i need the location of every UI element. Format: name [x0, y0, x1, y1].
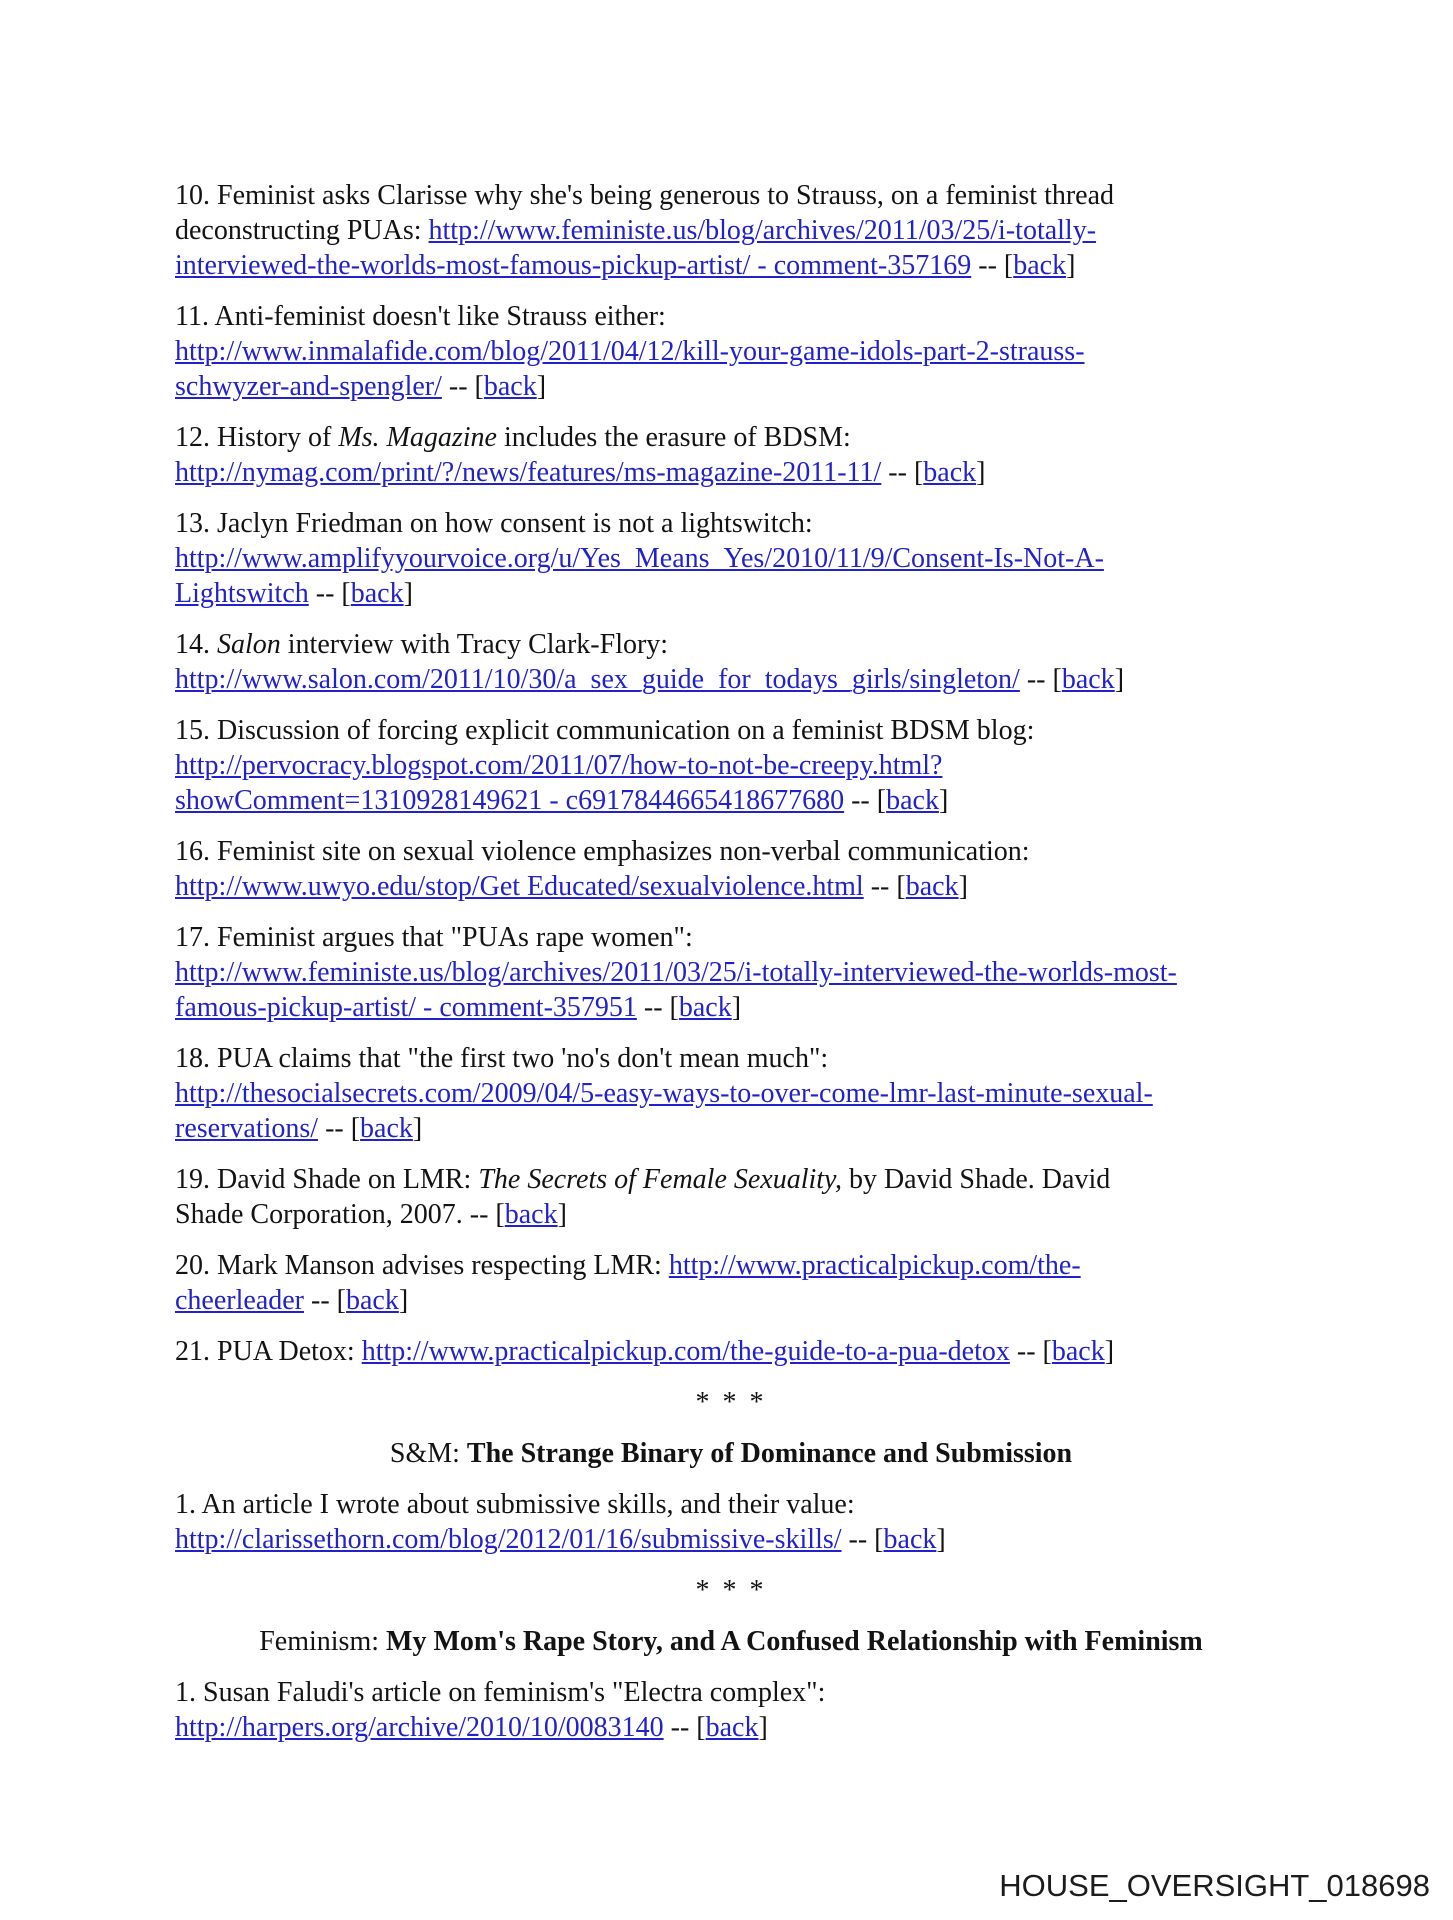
- reference-item: [175, 1041, 1287, 1146]
- text-segment: -- [: [441, 371, 484, 402]
- url-link[interactable]: http://www.uwyo.edu/stop/Get Educated/sexualviolence.html: [175, 871, 864, 902]
- text-segment: -- [: [971, 250, 1014, 281]
- text-line: [175, 334, 1287, 369]
- back-link[interactable]: back: [923, 457, 977, 488]
- text-segment: -- [: [663, 1712, 706, 1743]
- text-line: [175, 1675, 1287, 1710]
- text-segment: ]: [958, 871, 968, 902]
- text-line: [175, 455, 1287, 490]
- text-segment: 14.: [175, 629, 217, 660]
- text-segment: ]: [412, 1113, 423, 1144]
- url-link[interactable]: showComment=1310928149621 - c6917844665418677680: [175, 785, 845, 816]
- back-link[interactable]: back: [350, 578, 404, 609]
- reference-item: [175, 1334, 1287, 1369]
- text-segment: interview with Tracy Clark-Flory:: [280, 629, 669, 660]
- text-segment: -- [: [636, 992, 679, 1023]
- section-separator: * * *: [695, 1387, 767, 1418]
- text-line: [175, 1162, 1287, 1197]
- text-segment: by David Shade. David: [841, 1164, 1111, 1195]
- text-segment: -- [: [881, 457, 924, 488]
- text-segment: 15. Discussion of forcing explicit communication on a feminist BDSM blog:: [175, 715, 1035, 746]
- text-segment: ]: [1114, 664, 1125, 695]
- text-segment: -- [: [844, 785, 887, 816]
- url-link[interactable]: reservations/: [175, 1113, 319, 1144]
- text-segment: Shade Corporation, 2007. -- [: [175, 1199, 505, 1230]
- document-body: [175, 178, 1287, 1761]
- url-link[interactable]: http://nymag.com/print/?/news/features/ms-magazine-2011-11/: [175, 457, 882, 488]
- text-line: [175, 1710, 1287, 1745]
- text-segment: -- [: [1019, 664, 1062, 695]
- text-line: [175, 713, 1287, 748]
- text-segment: The Secrets of Female Sexuality,: [478, 1164, 842, 1195]
- text-segment: 17. Feminist argues that "PUAs rape women":: [175, 922, 693, 953]
- back-link[interactable]: back: [1013, 250, 1067, 281]
- back-link[interactable]: back: [678, 992, 732, 1023]
- heading-title: My Mom's Rape Story, and A Confused Relationship with Feminism: [386, 1626, 1203, 1657]
- back-link[interactable]: back: [504, 1199, 558, 1230]
- reference-item: [175, 420, 1287, 490]
- text-segment: ]: [936, 1524, 946, 1555]
- text-segment: 16. Feminist site on sexual violence emphasizes non-verbal communication:: [175, 836, 1030, 867]
- url-link[interactable]: http://www.feministe.us/blog/archives/2011/03/25/i-totally-interviewed-the-worlds-most-: [175, 957, 1177, 988]
- back-link[interactable]: back: [483, 371, 537, 402]
- section-separator: * * *: [695, 1575, 767, 1606]
- text-line: [175, 541, 1287, 576]
- text-line: [175, 783, 1287, 818]
- text-line: [175, 299, 1287, 334]
- back-link[interactable]: back: [1051, 1336, 1105, 1367]
- back-link[interactable]: back: [905, 871, 959, 902]
- reference-item: [175, 506, 1287, 611]
- reference-item: [175, 627, 1287, 697]
- text-line: [175, 1248, 1287, 1283]
- text-segment: ]: [938, 785, 949, 816]
- text-segment: -- [: [304, 1285, 346, 1316]
- text-line: [175, 506, 1287, 541]
- text-line: [175, 662, 1287, 697]
- text-line: [175, 248, 1287, 283]
- text-segment: ]: [976, 457, 986, 488]
- reference-item: [175, 178, 1287, 283]
- reference-item: [175, 713, 1287, 818]
- text-segment: ]: [1104, 1336, 1115, 1367]
- back-link[interactable]: back: [886, 785, 939, 816]
- text-line: [175, 627, 1287, 662]
- text-segment: ]: [403, 578, 413, 609]
- bates-stamp: HOUSE_OVERSIGHT_018698: [999, 1868, 1430, 1903]
- text-line: [175, 990, 1287, 1025]
- text-line: [175, 1076, 1287, 1111]
- text-segment: ]: [536, 371, 547, 402]
- text-segment: 19. David Shade on LMR:: [175, 1164, 479, 1195]
- text-segment: 20. Mark Manson advises respecting LMR:: [175, 1250, 669, 1281]
- url-link[interactable]: interviewed-the-worlds-most-famous-pickup-artist/ - comment-357169: [175, 250, 972, 281]
- text-segment: 1. An article I wrote about submissive skills, and their value:: [175, 1489, 855, 1520]
- text-segment: 12. History of: [175, 422, 339, 453]
- text-line: [175, 748, 1287, 783]
- text-line: [175, 213, 1287, 248]
- text-segment: 11. Anti-feminist doesn't like Strauss either:: [175, 301, 666, 332]
- text-segment: 13. Jaclyn Friedman on how consent is not a lightswitch:: [175, 508, 813, 539]
- url-link[interactable]: cheerleader: [175, 1285, 304, 1316]
- text-segment: 21. PUA Detox:: [175, 1336, 362, 1367]
- heading-prefix: S&M:: [389, 1438, 467, 1469]
- url-link[interactable]: http://www.salon.com/2011/10/30/a_sex_guide_for_todays_girls/singleton/: [175, 664, 1020, 695]
- text-line: [175, 955, 1287, 990]
- reference-item: [175, 1487, 1287, 1557]
- back-link[interactable]: back: [345, 1285, 399, 1316]
- text-line: [175, 1041, 1287, 1076]
- text-segment: 10. Feminist asks Clarisse why she's being generous to Strauss, on a feminist thread: [175, 180, 1115, 211]
- text-segment: -- [: [863, 871, 906, 902]
- url-link[interactable]: famous-pickup-artist/ - comment-357951: [175, 992, 637, 1023]
- text-line: [175, 420, 1287, 455]
- text-line: [175, 834, 1287, 869]
- url-link[interactable]: http://pervocracy.blogspot.com/2011/07/how-to-not-be-creepy.html?: [175, 750, 943, 781]
- url-link[interactable]: Lightswitch: [175, 578, 309, 609]
- heading-title: The Strange Binary of Dominance and Submission: [466, 1438, 1073, 1469]
- text-segment: includes the erasure of BDSM:: [496, 422, 851, 453]
- text-line: [175, 1522, 1287, 1557]
- reference-item: [175, 299, 1287, 404]
- url-link[interactable]: http://www.feministe.us/blog/archives/2011/03/25/i-totally-: [428, 215, 1097, 246]
- url-link[interactable]: schwyzer-and-spengler/: [175, 371, 442, 402]
- url-link[interactable]: http://thesocialsecrets.com/2009/04/5-easy-ways-to-over-come-lmr-last-minute-sexual-: [175, 1078, 1153, 1109]
- url-link[interactable]: http://www.inmalafide.com/blog/2011/04/12/kill-your-game-idols-part-2-strauss-: [175, 336, 1085, 367]
- url-link[interactable]: http://www.amplifyyourvoice.org/u/Yes_Means_Yes/2010/11/9/Consent-Is-Not-A-: [175, 543, 1104, 574]
- text-line: [175, 920, 1287, 955]
- text-line: [175, 178, 1287, 213]
- text-line: [175, 576, 1287, 611]
- heading-prefix: Feminism:: [259, 1626, 387, 1657]
- url-link[interactable]: http://www.practicalpickup.com/the-guide-to-a-pua-detox: [361, 1336, 1010, 1367]
- back-link[interactable]: back: [360, 1113, 413, 1144]
- reference-item: [175, 920, 1287, 1025]
- text-segment: 18. PUA claims that "the first two 'no's don't mean much":: [175, 1043, 829, 1074]
- section-heading: [175, 1436, 1287, 1471]
- text-segment: ]: [731, 992, 742, 1023]
- text-segment: Ms. Magazine: [338, 422, 497, 453]
- reference-item: [175, 1162, 1287, 1232]
- text-line: [175, 1334, 1287, 1369]
- text-line: [175, 1197, 1287, 1232]
- text-line: [175, 369, 1287, 404]
- url-link[interactable]: http://www.practicalpickup.com/the-: [668, 1250, 1081, 1281]
- text-segment: ]: [1066, 250, 1076, 281]
- text-segment: -- [: [308, 578, 351, 609]
- reference-item: [175, 834, 1287, 904]
- url-link[interactable]: http://harpers.org/archive/2010/10/0083140: [175, 1712, 664, 1743]
- text-line: [175, 1283, 1287, 1318]
- text-segment: ]: [758, 1712, 768, 1743]
- back-link[interactable]: back: [705, 1712, 759, 1743]
- text-segment: ]: [398, 1285, 409, 1316]
- text-segment: Salon: [217, 629, 281, 660]
- url-link[interactable]: http://clarissethorn.com/blog/2012/01/16/submissive-skills/: [175, 1524, 842, 1555]
- section-heading: [175, 1624, 1287, 1659]
- text-line: [175, 869, 1287, 904]
- reference-item: [175, 1675, 1287, 1745]
- text-line: [175, 1111, 1287, 1146]
- text-segment: 1. Susan Faludi's article on feminism's "Electra complex":: [175, 1677, 826, 1708]
- back-link[interactable]: back: [883, 1524, 937, 1555]
- back-link[interactable]: back: [1061, 664, 1115, 695]
- text-segment: -- [: [1009, 1336, 1052, 1367]
- text-line: [175, 1487, 1287, 1522]
- reference-item: [175, 1248, 1287, 1318]
- text-segment: ]: [557, 1199, 567, 1230]
- text-segment: -- [: [841, 1524, 884, 1555]
- text-segment: -- [: [318, 1113, 361, 1144]
- text-segment: deconstructing PUAs:: [175, 215, 429, 246]
